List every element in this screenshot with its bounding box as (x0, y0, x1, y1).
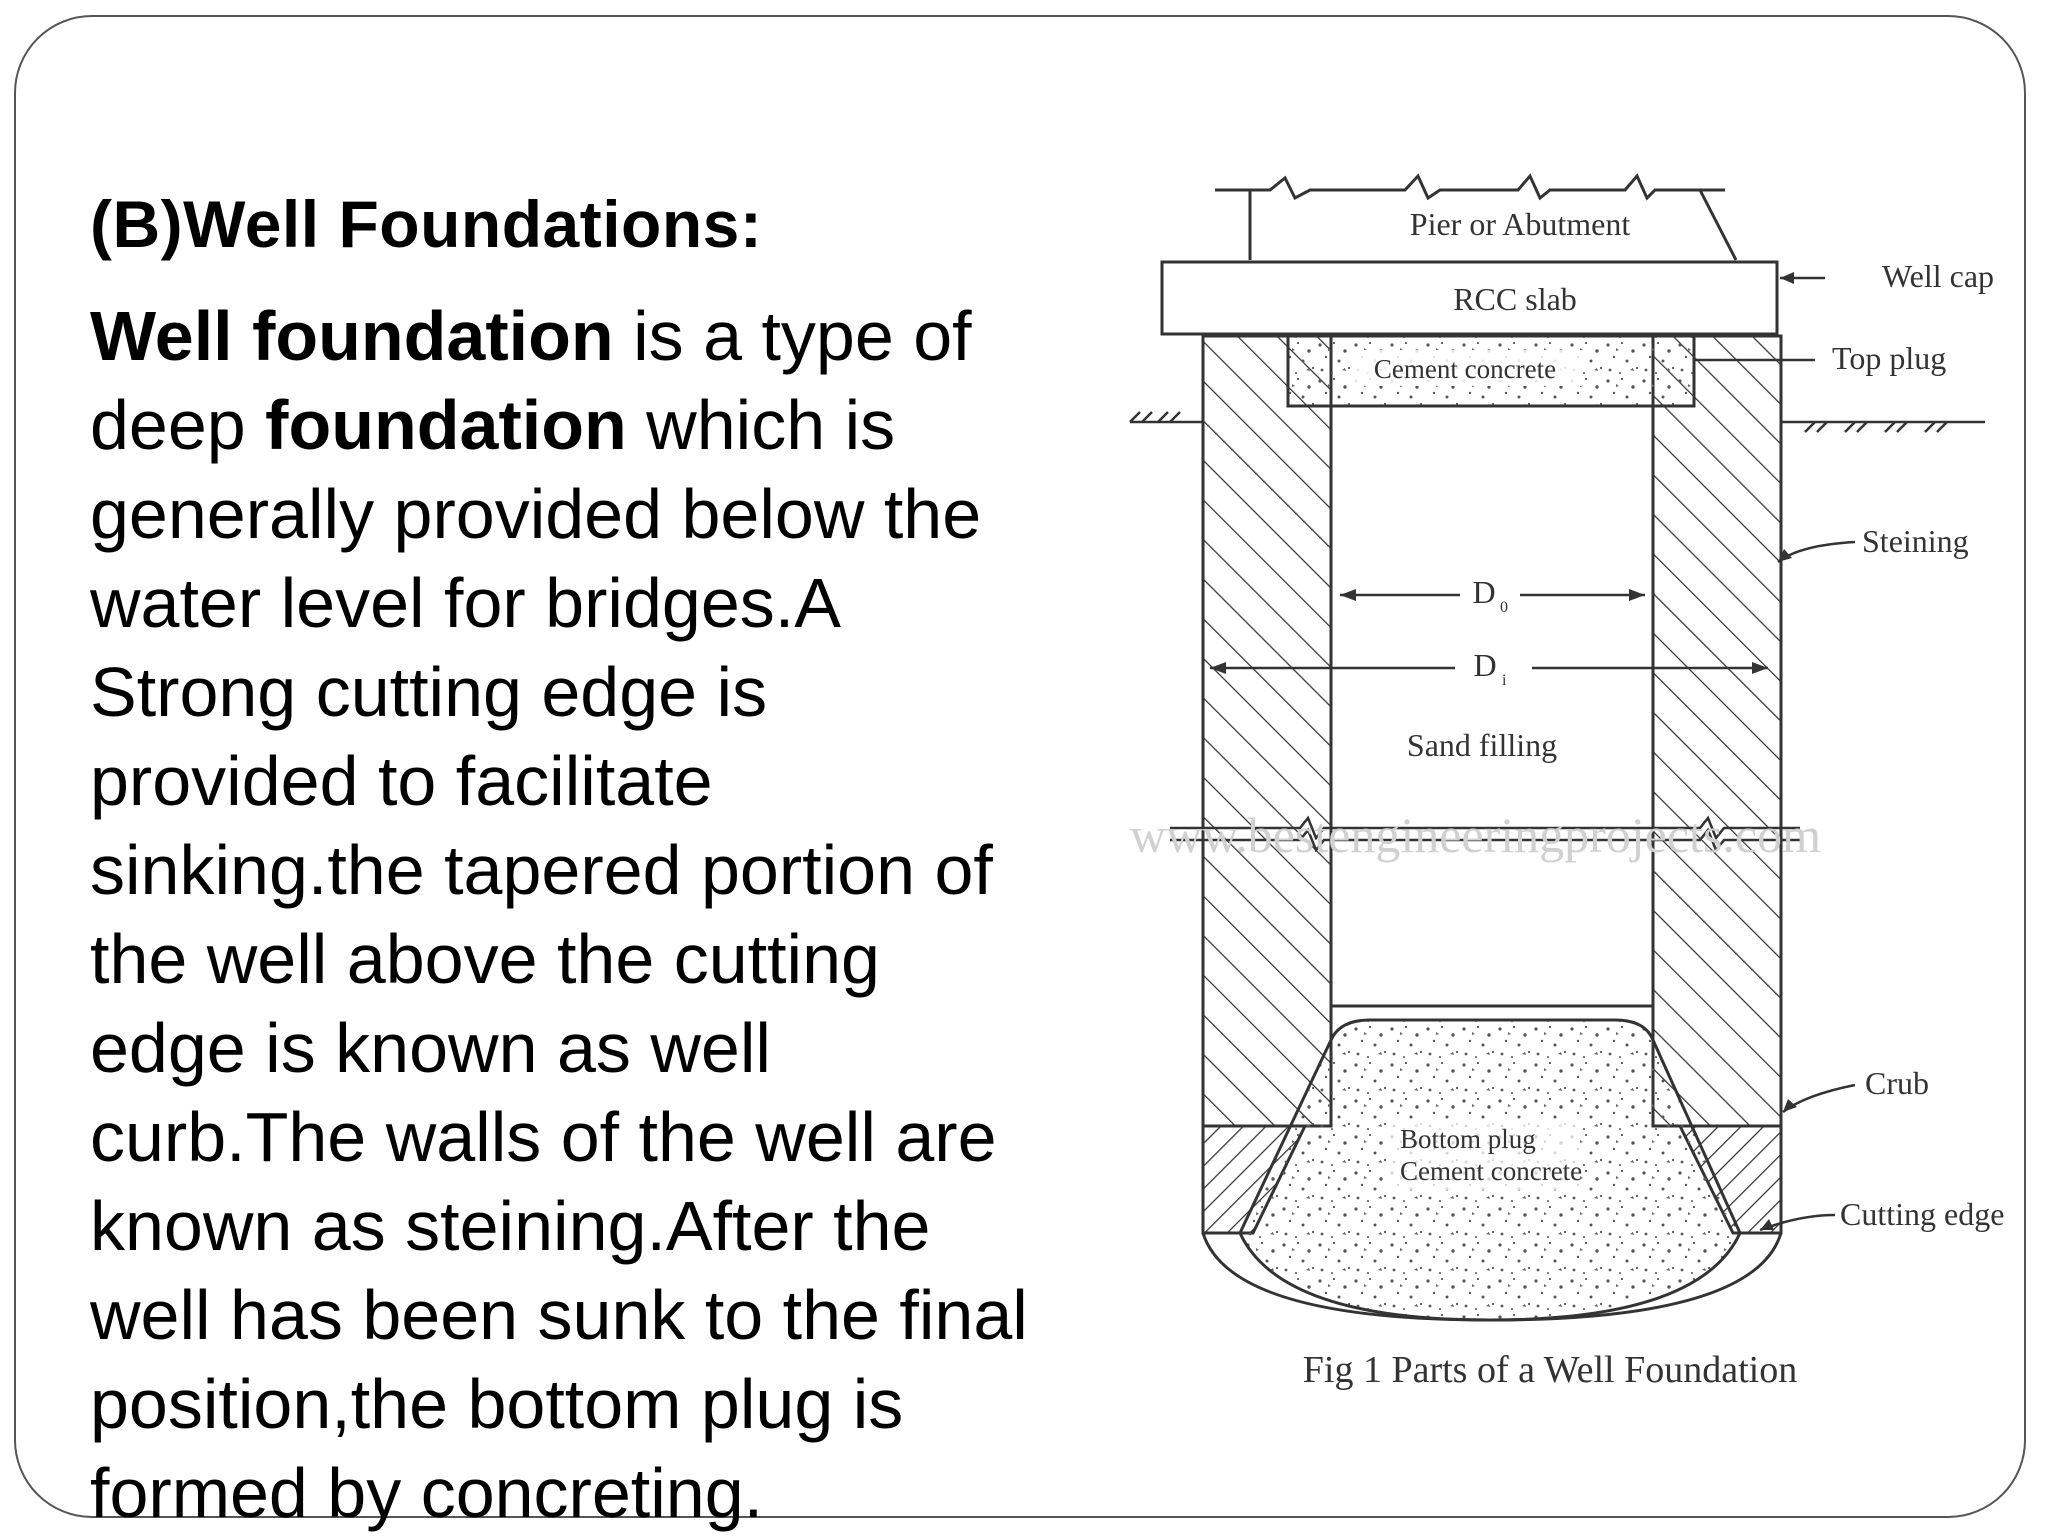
di-subscript: i (1502, 672, 1507, 689)
well-foundation-diagram (1100, 160, 2020, 1430)
d0-subscript: 0 (1500, 599, 1508, 616)
bottom-plug-concrete-label: Cement concrete (1400, 1156, 1583, 1186)
steining-right (1653, 336, 1781, 1126)
body-line: deep foundation which is (90, 386, 896, 464)
body-line: formed by concreting. (90, 1454, 764, 1532)
top-plug-label: Top plug (1832, 340, 1947, 376)
body-line: water level for bridges.A (90, 564, 841, 642)
body-paragraph (90, 292, 1100, 1538)
sand-filling-label: Sand filling (1406, 727, 1558, 763)
body-line: generally provided below the (90, 475, 982, 553)
body-line: sinking.the tapered portion of (90, 831, 993, 909)
crub-label: Crub (1865, 1065, 1929, 1101)
steining-label: Steining (1862, 523, 1969, 559)
body-line: well has been sunk to the final (90, 1276, 1028, 1354)
bottom-plug-label: Bottom plug (1400, 1124, 1536, 1154)
body-line: Well foundation is a type of (90, 297, 972, 375)
body-line: curb.The walls of the well are (90, 1098, 997, 1176)
watermark: www.bestengineeringprojects.com (1130, 807, 1821, 863)
figure-caption: Fig 1 Parts of a Well Foundation (1302, 1349, 1798, 1391)
di-label: D (1473, 647, 1497, 683)
body-line: the well above the cutting (90, 920, 880, 998)
steining-left (1203, 336, 1331, 1126)
top-plug-concrete-label: Cement concrete (1373, 354, 1557, 384)
rcc-slab-label: RCC slab (1453, 281, 1577, 317)
body-line: provided to facilitate (90, 742, 713, 820)
d0-label: D (1472, 574, 1496, 610)
body-line: position,the bottom plug is (90, 1365, 904, 1443)
slide-heading: (B)Well Foundations: (90, 187, 763, 261)
well-cap-label: Well cap (1882, 258, 1995, 294)
cutting-edge-label: Cutting edge (1840, 1196, 2005, 1232)
pier-label: Pier or Abutment (1409, 206, 1631, 242)
body-line: known as steining.After the (90, 1187, 931, 1265)
body-line: edge is known as well (90, 1009, 771, 1087)
body-line: Strong cutting edge is (90, 653, 768, 731)
